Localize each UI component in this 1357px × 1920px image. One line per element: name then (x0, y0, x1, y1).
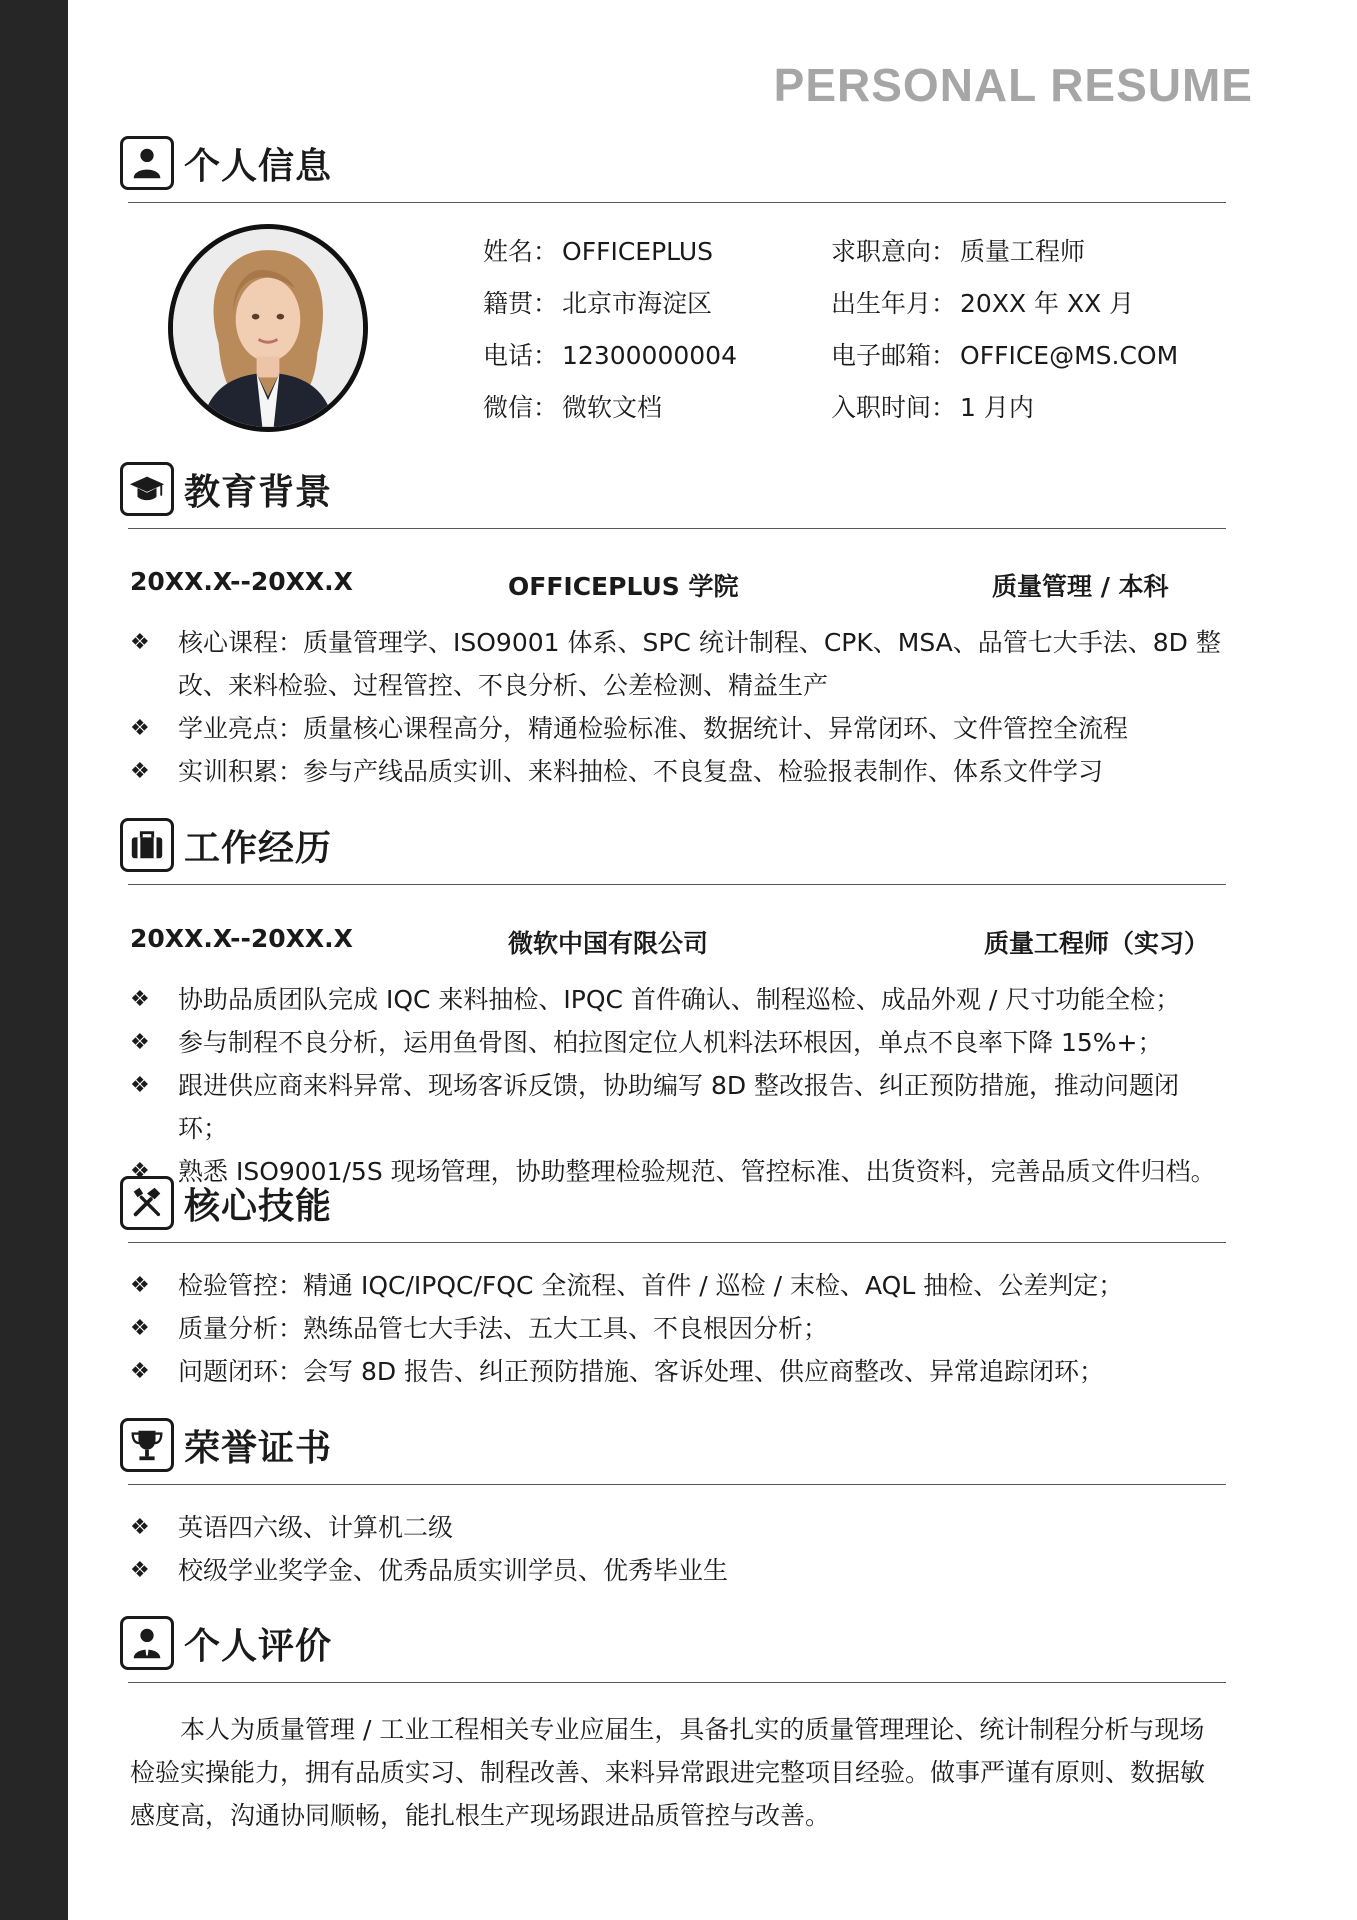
info-email: 电子邮箱： OFFICE@MS.COM (831, 341, 1179, 370)
list-item: ❖ 跟进供应商来料异常、现场客诉反馈，协助编写 8D 整改报告、纠正预防措施，推动问题闭环； (130, 1064, 1228, 1150)
left-sidebar-stripe (0, 0, 68, 1920)
section-title: 教育背景 (184, 471, 333, 513)
native-place-value: 北京市海淀区 (562, 289, 713, 318)
education-entry (130, 567, 1226, 601)
list-item: ❖ 参与制程不良分析，运用鱼骨图、柏拉图定位人机料法环根因，单点不良率下降 15%+； (130, 1021, 1228, 1064)
phone-value: 12300000004 (562, 341, 737, 370)
onboard-value: 1 月内 (960, 393, 1034, 422)
section-title: 荣誉证书 (184, 1427, 333, 1469)
list-item: ❖ 学业亮点：质量核心课程高分，精通检验标准、数据统计、异常闭环、文件管控全流程 (130, 707, 1228, 750)
section-divider (128, 528, 1226, 529)
list-item: ❖ 检验管控：精通 IQC/IPQC/FQC 全流程、首件 / 巡检 / 末检、AQL 抽检、公差判定； (130, 1264, 1228, 1307)
resume-title: PERSONAL RESUME (773, 59, 1253, 111)
briefcase-icon (120, 818, 174, 872)
list-item: ❖ 熟悉 ISO9001/5S 现场管理，协助整理检验规范、管控标准、出货资料，完善品质文件归档。 (130, 1150, 1228, 1193)
skills-bullets (130, 1264, 1228, 1393)
wechat-value: 微软文档 (562, 393, 663, 422)
list-item: ❖ 协助品质团队完成 IQC 来料抽检、IPQC 首件确认、制程巡检、成品外观 / 尺寸功能全检； (130, 978, 1228, 1021)
name-value: OFFICEPLUS (562, 237, 714, 266)
person-icon (120, 136, 174, 190)
list-item: ❖ 核心课程：质量管理学、ISO9001 体系、SPC 统计制程、CPK、MSA、品管七大手法、8D 整改、来料检验、过程管控、不良分析、公差检测、精益生产 (130, 621, 1228, 707)
honors-bullets (130, 1506, 1228, 1592)
education-bullets (130, 621, 1228, 793)
info-objective: 求职意向： 质量工程师 (831, 237, 1086, 266)
section-divider (128, 884, 1226, 885)
trophy-icon (120, 1418, 174, 1472)
section-work (120, 818, 332, 872)
profile-photo (168, 224, 368, 432)
list-item: ❖ 问题闭环：会写 8D 报告、纠正预防措施、客诉处理、供应商整改、异常追踪闭环； (130, 1350, 1228, 1393)
info-native-place: 籍贯： 北京市海淀区 (483, 289, 713, 318)
section-evaluation (120, 1616, 332, 1670)
section-title: 工作经历 (184, 827, 333, 869)
section-divider (128, 1682, 1226, 1683)
info-wechat: 微信： 微软文档 (483, 393, 663, 422)
education-school: OFFICEPLUS 学院 (508, 572, 739, 601)
info-phone: 电话： 12300000004 (483, 341, 737, 370)
section-divider (128, 202, 1226, 203)
work-period: 20XX.X--20XX.X (130, 924, 353, 953)
section-divider (128, 1242, 1226, 1243)
birth-value: 20XX 年 XX 月 (960, 289, 1135, 318)
work-entry (130, 924, 1226, 958)
list-item: ❖ 校级学业奖学金、优秀品质实训学员、优秀毕业生 (130, 1549, 1228, 1592)
graduation-cap-icon (120, 462, 174, 516)
work-bullets (130, 978, 1228, 1193)
section-title: 个人信息 (184, 145, 333, 187)
objective-value: 质量工程师 (960, 237, 1086, 266)
info-name: 姓名： OFFICEPLUS (483, 237, 714, 266)
section-honors (120, 1418, 332, 1472)
education-major: 质量管理 / 本科 (992, 572, 1169, 601)
work-position: 质量工程师（实习） (984, 929, 1210, 958)
section-education (120, 462, 332, 516)
info-birth: 出生年月： 20XX 年 XX 月 (831, 289, 1135, 318)
list-item: ❖ 英语四六级、计算机二级 (130, 1506, 1228, 1549)
work-company: 微软中国有限公司 (508, 929, 709, 958)
section-title: 个人评价 (184, 1625, 333, 1667)
section-skills (120, 1176, 332, 1230)
section-title: 核心技能 (184, 1185, 333, 1227)
section-personal-info (120, 136, 332, 190)
section-divider (128, 1484, 1226, 1485)
tools-icon (120, 1176, 174, 1230)
list-item: ❖ 实训积累：参与产线品质实训、来料抽检、不良复盘、检验报表制作、体系文件学习 (130, 750, 1228, 793)
self-evaluation-text: 本人为质量管理 / 工业工程相关专业应届生，具备扎实的质量管理理论、统计制程分析与现场检验实操能力，拥有品质实习、制程改善、来料异常跟进完整项目经验。做事严谨有原则、数据敏感度高，沟通协同顺畅，能扎根生产现场跟进品质管控与改善。 (130, 1715, 1206, 1830)
list-item: ❖ 质量分析：熟练品管七大手法、五大工具、不良根因分析； (130, 1307, 1228, 1350)
email-value: OFFICE@MS.COM (960, 341, 1179, 370)
person-icon (120, 1616, 174, 1670)
education-period: 20XX.X--20XX.X (130, 567, 353, 596)
info-onboard: 入职时间： 1 月内 (831, 393, 1034, 422)
